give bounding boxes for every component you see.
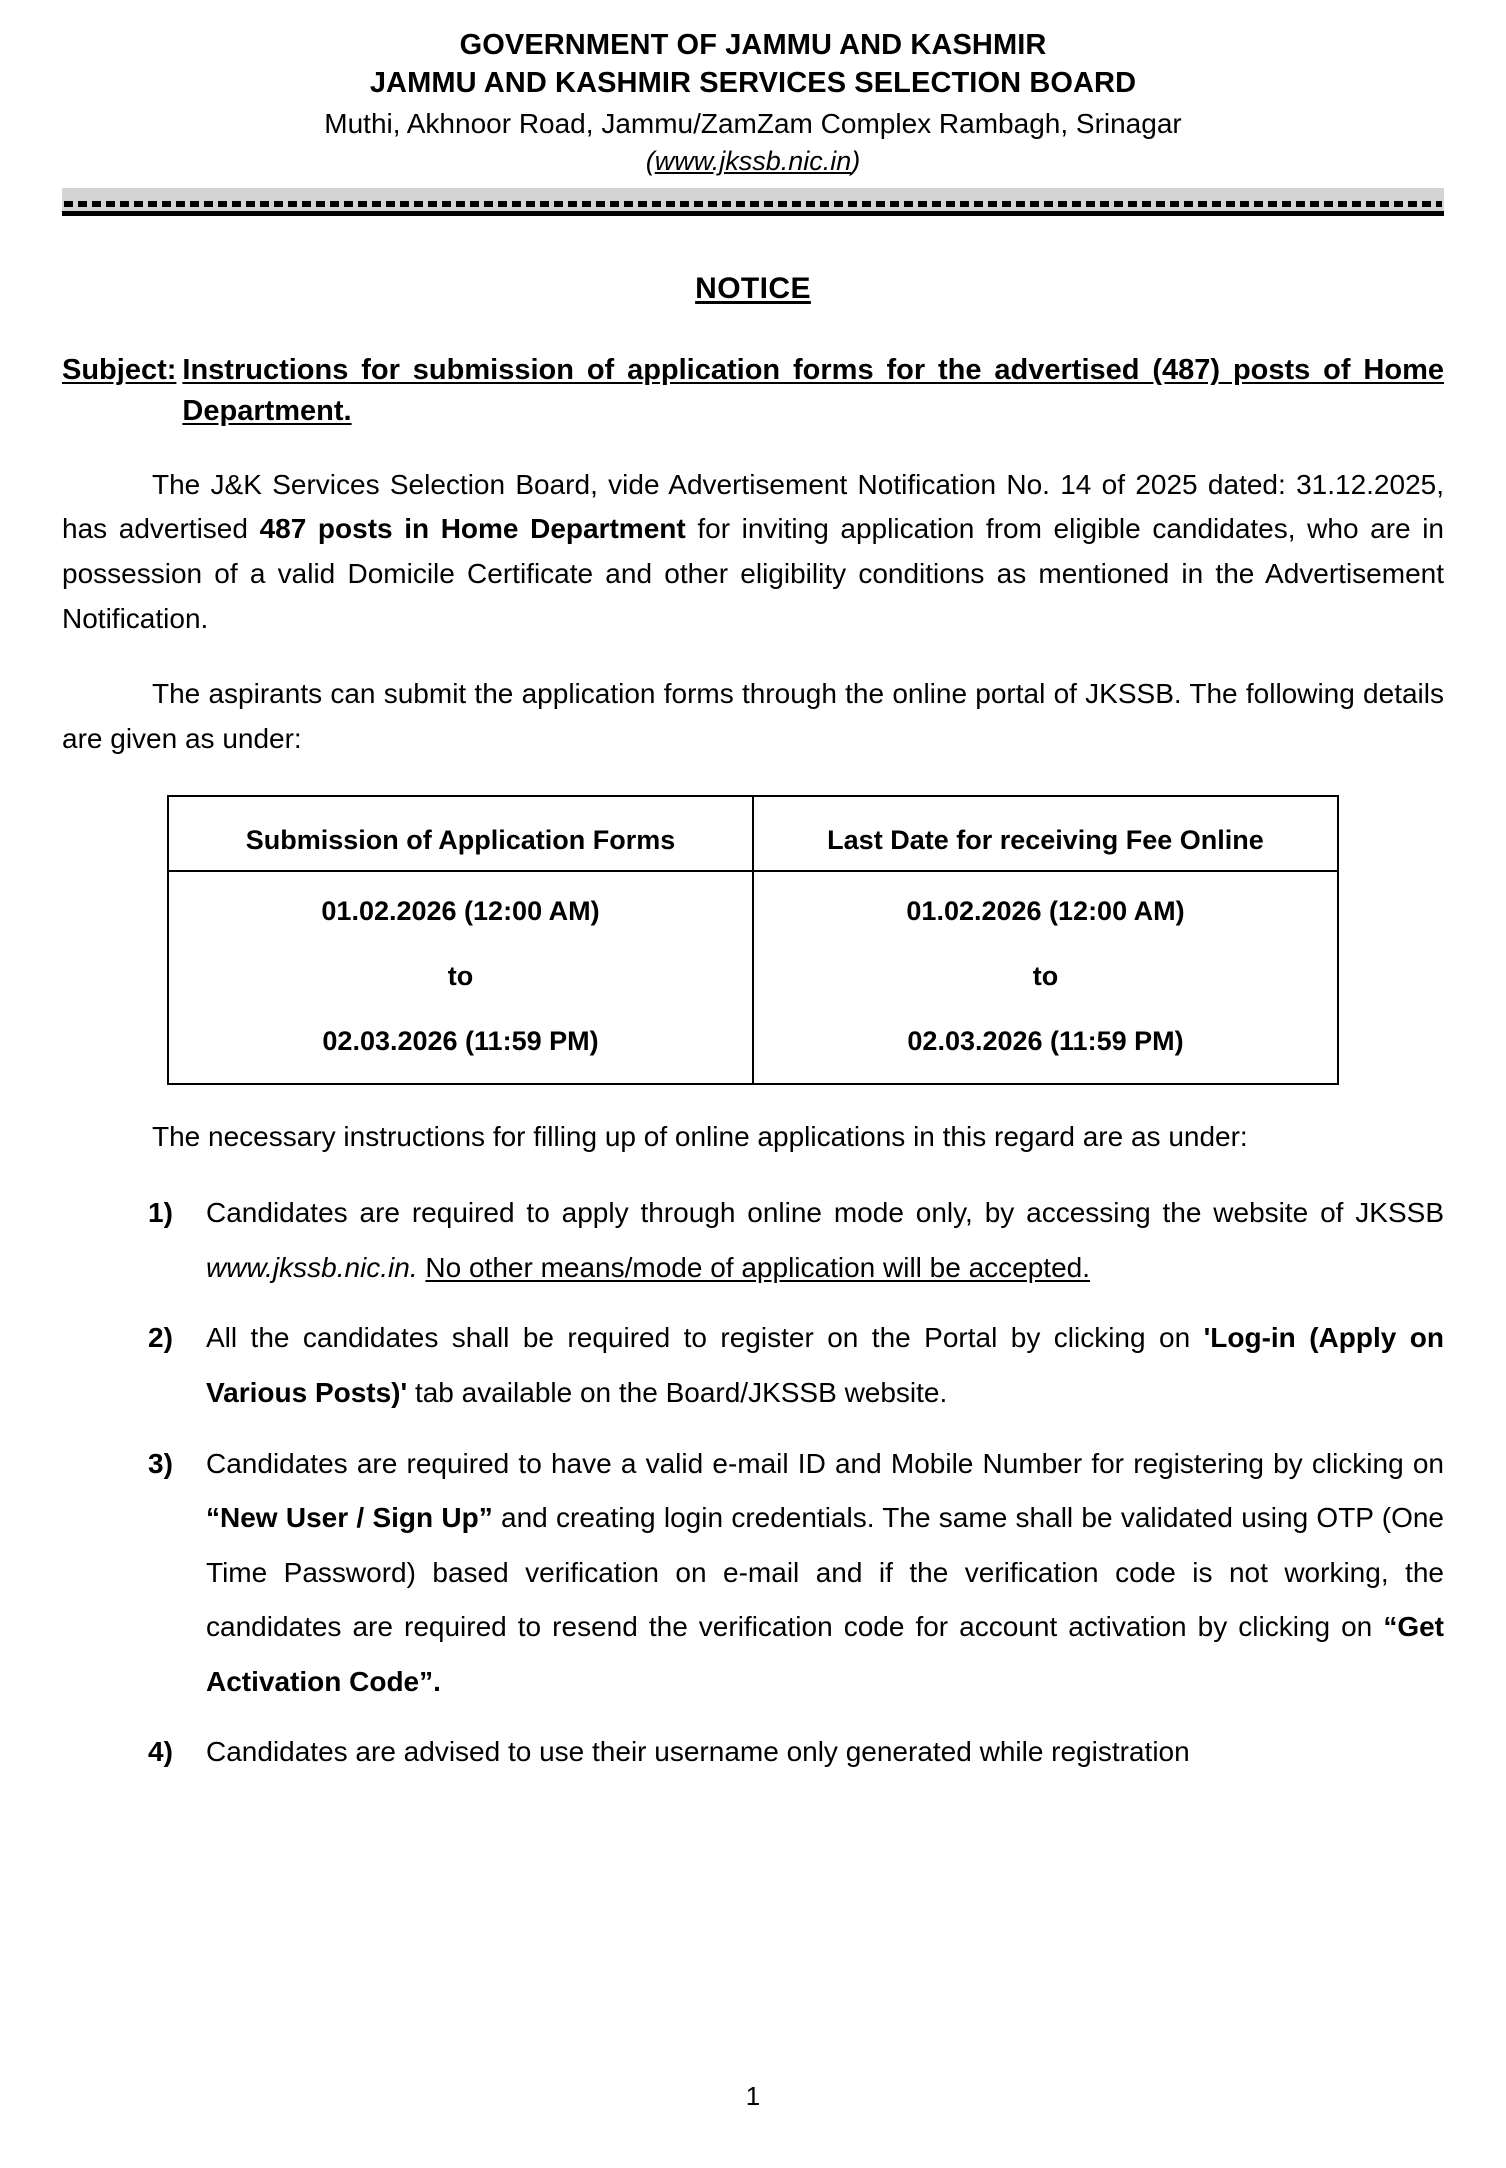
website-paren-close: ): [851, 146, 861, 177]
list-item: [148, 1725, 1444, 1780]
list-item: [148, 1186, 1444, 1295]
website-paren-open: (: [645, 146, 655, 177]
letterhead-address: Muthi, Akhnoor Road, Jammu/ZamZam Complex Rambagh, Srinagar: [324, 107, 1182, 139]
paragraph-instructions-intro: The necessary instructions for filling up of online applications in this regard are as under:: [152, 1121, 1248, 1153]
paragraph-advertisement-part2: for inviting application from eligible candidates, who are in possession of a valid Domicile Certificate and other eligibility conditions as mentioned in the Advertisement Notification.: [62, 513, 1445, 634]
table-cell-fee-dates: [753, 871, 1338, 1084]
instruction-2-part1: All the candidates shall be required to register on the Portal by clicking on: [206, 1322, 1204, 1354]
letterhead: [0, 0, 1506, 179]
table-header-row: [168, 796, 1338, 871]
letterhead-government-line: GOVERNMENT OF JAMMU AND KASHMIR: [459, 29, 1047, 61]
submission-end-date: 02.03.2026 (11:59 PM): [322, 1026, 599, 1057]
instruction-1-part1: Candidates are required to apply through online mode only, by accessing the website of JKSSB: [206, 1197, 1444, 1229]
schedule-table: [167, 795, 1339, 1085]
instruction-1-underlined: No other means/mode of application will be accepted.: [425, 1251, 1091, 1283]
table-header-submission: Submission of Application Forms: [168, 796, 753, 871]
paragraph-advertisement-posts-bold: 487 posts in Home Department: [259, 513, 686, 545]
instruction-1-website[interactable]: www.jkssb.nic.in.: [206, 1251, 418, 1283]
submission-to-label: to: [447, 961, 474, 992]
document-body: [62, 272, 1444, 1780]
fee-start-date: 01.02.2026 (12:00 AM): [906, 896, 1185, 927]
list-item: [148, 1437, 1444, 1710]
subject-block: [62, 350, 1444, 432]
header-divider: [62, 188, 1444, 216]
instruction-3-part2: and creating login credentials. The same shall be validated using OTP (One Time Password) based verification on e-mail and if the verification code is not working, the candidates are required to resend the verification code for account activation by clicking on: [206, 1502, 1444, 1643]
table-cell-submission-dates: [168, 871, 753, 1084]
fee-to-label: to: [1032, 961, 1059, 992]
subject-text: Instructions for submission of application forms for the advertised (487) posts of Home Department.: [182, 354, 1444, 428]
page-title: [62, 272, 1444, 306]
letterhead-website-line: [0, 143, 1506, 179]
list-item: [148, 1311, 1444, 1420]
instruction-3-signup-bold: “New User / Sign Up”: [206, 1502, 493, 1534]
subject-label: Subject:: [62, 354, 177, 387]
list-item-marker-4: 4): [148, 1736, 173, 1768]
letterhead-board-line: JAMMU AND KASHMIR SERVICES SELECTION BOARD: [369, 67, 1137, 100]
submission-start-date: 01.02.2026 (12:00 AM): [321, 896, 600, 927]
instructions-list: [62, 1186, 1444, 1780]
list-item-marker-3: 3): [148, 1447, 173, 1479]
page-number: 1: [745, 2081, 761, 2111]
header-divider-rule: [62, 211, 1444, 216]
instruction-3-part1: Candidates are required to have a valid e-mail ID and Mobile Number for registering by clicking on: [206, 1447, 1444, 1479]
instruction-2-login-tab-bold: 'Log-in (Apply on Various Posts)': [206, 1322, 1444, 1408]
paragraph-advertisement-part1: The J&K Services Selection Board, vide Advertisement Notification No. 14 of 2025 dated: 31.12.2025, has advertised: [62, 468, 1444, 545]
notice-title-text: NOTICE: [695, 272, 811, 306]
list-item-marker-2: 2): [148, 1322, 173, 1354]
instruction-2-part2: tab available on the Board/JKSSB website.: [407, 1376, 948, 1408]
list-item-marker-1: 1): [148, 1197, 173, 1229]
schedule-table-container: [62, 795, 1444, 1085]
paragraph-advertisement: [62, 463, 1444, 642]
instruction-4-text: Candidates are advised to use their username only generated while registration: [206, 1736, 1190, 1768]
website-link[interactable]: www.jkssb.nic.in: [654, 146, 852, 177]
table-header-fee: Last Date for receiving Fee Online: [753, 796, 1338, 871]
header-divider-dashes: [64, 201, 1442, 207]
table-row: [168, 871, 1338, 1084]
paragraph-online-portal: The aspirants can submit the application forms through the online portal of JKSSB. The following details are given as under:: [62, 677, 1444, 754]
fee-end-date: 02.03.2026 (11:59 PM): [907, 1026, 1184, 1057]
instruction-3-activation-bold: “Get Activation Code”.: [206, 1611, 1444, 1697]
